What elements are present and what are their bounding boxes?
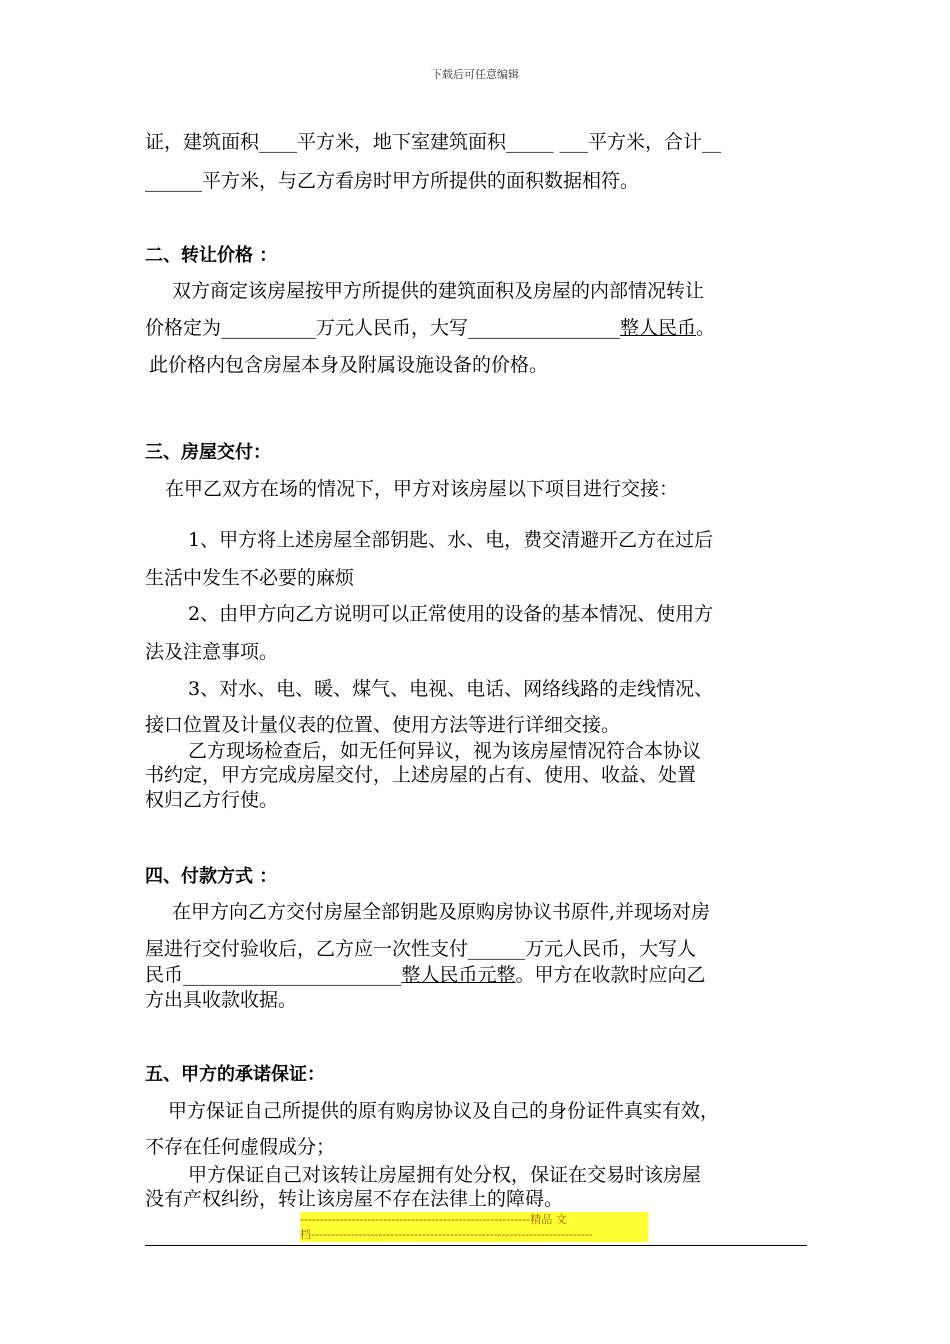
text-line: 甲方保证自己所提供的原有购房协议及自己的身份证件真实有效， [168,1100,720,1122]
text-line [145,963,706,987]
underlined-text: 整人民币 [620,317,697,339]
text-line: 接口位置及计量仪表的位置、使用方法等进行详细交接。 [145,714,621,736]
text-line: 权归乙方行使。 [145,789,279,811]
text-line: 2、由甲方向乙方说明可以正常使用的设备的基本情况、使用方 [188,603,714,625]
text-line: 3、对水、电、暖、煤气、电视、电话、网络线路的走线情况、 [188,678,714,700]
text-line: 方出具收款收据。 [145,989,298,1011]
text-line: 在甲方向乙方交付房屋全部钥匙及原购房协议书原件,并现场对房 [172,901,711,923]
text-segment: 。甲方在收款时应向乙 [515,964,706,986]
text-line: 1、甲方将上述房屋全部钥匙、水、电，费交清避开乙方在过后 [188,529,714,551]
text-line [145,316,715,340]
section-heading-delivery: 三、房屋交付： [145,442,271,463]
text-line: 此价格内包含房屋本身及附属设施设备的价格。 [149,354,549,376]
text-line: 在甲乙双方在场的情况下，甲方对该房屋以下项目进行交接： [165,478,679,500]
underlined-text: 整人民币元整 [401,964,516,986]
text-line: ______平方米，与乙方看房时甲方所提供的面积数据相符。 [145,170,640,192]
page-header: 下载后可任意编辑 [431,68,519,81]
text-line: 甲方保证自己对该转让房屋拥有处分权，保证在交易时该房屋 [188,1164,702,1186]
footer-banner [300,1212,648,1242]
text-line: 没有产权纠纷，转让该房屋不存在法律上的障碍。 [145,1188,564,1210]
section-heading-warranty: 五、甲方的承诺保证： [145,1064,325,1085]
text-segment: 民币_______________________ [145,964,402,986]
text-line: 书约定，甲方完成房屋交付，上述房屋的占有、使用、收益、处置 [145,764,697,786]
section-heading-payment: 四、付款方式 ： [145,866,278,887]
text-line: 生活中发生不必要的麻烦 [145,567,355,589]
text-line: 屋进行交付验收后，乙方应一次性支付______万元人民币，大写人 [145,938,697,960]
text-line: 法及注意事项。 [145,641,279,663]
footer-banner-line: ----------------------------------------------------------精品 文 [300,1213,567,1226]
text-line: 乙方现场检查后，如无任何异议，视为该房屋情况符合本协议 [188,740,702,762]
text-line: 双方商定该房屋按甲方所提供的建筑面积及房屋的内部情况转让 [172,280,705,302]
footer-banner-line: 档----------------------------------------------------------------------- [300,1228,593,1241]
text-segment: 价格定为__________万元人民币，大写________________ [145,317,621,339]
footer-divider [145,1245,807,1246]
text-segment: 。 [696,317,716,339]
text-line: 不存在任何虚假成分； [145,1136,336,1158]
text-line: 证，建筑面积____平方米，地下室建筑面积_____ ___平方米，合计__ [145,131,722,153]
section-heading-price: 二、转让价格 ： [145,245,278,266]
